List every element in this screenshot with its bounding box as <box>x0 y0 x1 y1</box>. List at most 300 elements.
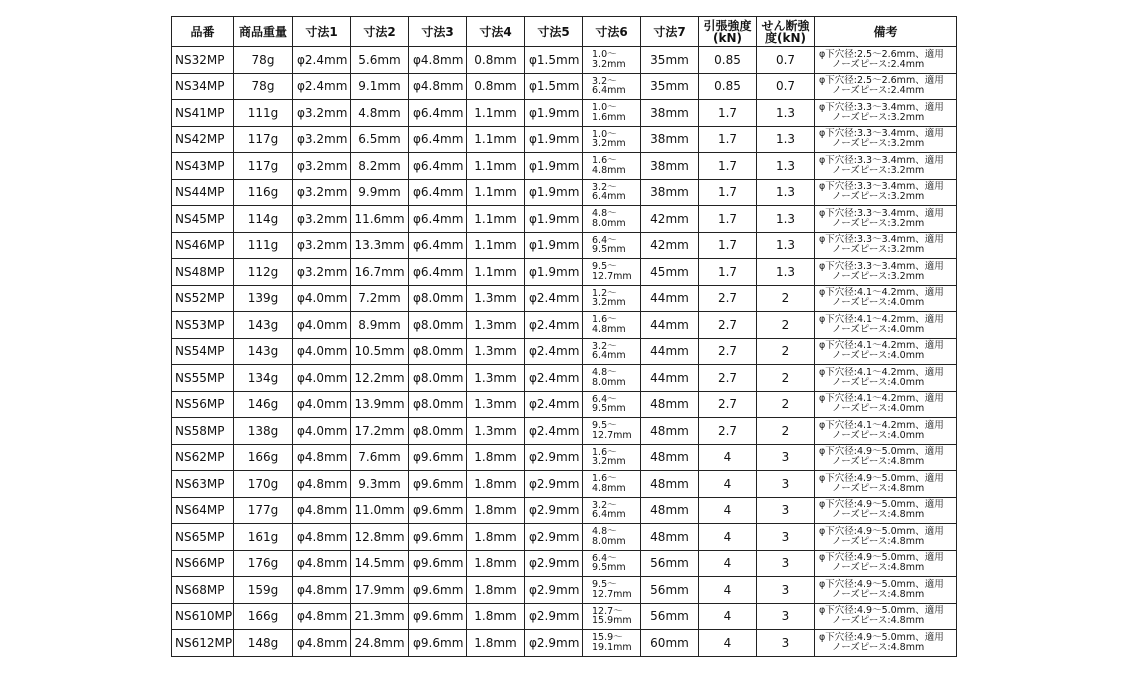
tensile-strength-cell: 4 <box>699 497 757 524</box>
weight-cell: 146g <box>234 391 293 418</box>
remarks-line: ノーズピース:4.0mm <box>832 323 925 335</box>
dimension3-cell: φ6.4mm <box>409 126 467 153</box>
tensile-strength-cell: 1.7 <box>699 179 757 206</box>
dimension6-line: 12.7mm <box>592 270 632 282</box>
dimension2-cell: 10.5mm <box>351 338 409 365</box>
dimension6-line: 15.9～ <box>592 632 623 644</box>
dimension7-cell: 35mm <box>641 47 699 74</box>
tensile-strength-cell: 1.7 <box>699 232 757 259</box>
dimension6-line: 3.2～ <box>592 75 617 87</box>
remarks-line: ノーズピース:4.8mm <box>832 456 925 468</box>
remarks-line: ノーズピース:4.0mm <box>832 376 925 388</box>
header-row <box>172 17 957 47</box>
dimension7-cell: 44mm <box>641 365 699 392</box>
header-cell: せん断強 度(kN) <box>757 17 815 47</box>
dimension6-line: 9.5mm <box>592 562 626 574</box>
dimension1-cell: φ3.2mm <box>293 153 351 180</box>
dimension3-cell: φ9.6mm <box>409 444 467 471</box>
dimension3-cell: φ6.4mm <box>409 206 467 233</box>
remarks-line: φ下穴径:4.1～4.2mm、適用 <box>819 419 944 431</box>
dimension5-cell: φ1.9mm <box>525 153 583 180</box>
dimension6-line: 8.0mm <box>592 535 626 547</box>
dimension4-cell: 1.1mm <box>467 232 525 259</box>
dimension3-cell: φ8.0mm <box>409 285 467 312</box>
remarks-line: φ下穴径:4.1～4.2mm、適用 <box>819 340 944 352</box>
dimension3-cell: φ6.4mm <box>409 153 467 180</box>
remarks-line: ノーズピース:4.0mm <box>832 297 925 309</box>
dimension3-cell: φ6.4mm <box>409 259 467 286</box>
remarks-cell <box>815 444 957 471</box>
remarks-line: φ下穴径:4.9～5.0mm、適用 <box>819 552 944 564</box>
dimension2-cell: 5.6mm <box>351 47 409 74</box>
dimension5-cell: φ1.9mm <box>525 126 583 153</box>
remarks-line: ノーズピース:4.0mm <box>832 403 925 415</box>
dimension6-cell <box>583 179 641 206</box>
dimension2-cell: 17.2mm <box>351 418 409 445</box>
dimension1-cell: φ3.2mm <box>293 232 351 259</box>
remarks-cell <box>815 312 957 339</box>
dimension6-line: 4.8mm <box>592 482 626 494</box>
dimension6-line: 8.0mm <box>592 217 626 229</box>
dimension1-cell: φ4.8mm <box>293 524 351 551</box>
tensile-strength-cell: 2.7 <box>699 418 757 445</box>
product-code-cell: NS65MP <box>172 524 234 551</box>
remarks-line: ノーズピース:4.8mm <box>832 535 925 547</box>
remarks-line: ノーズピース:3.2mm <box>832 244 925 256</box>
shear-strength-cell: 1.3 <box>757 153 815 180</box>
product-code-cell: NS54MP <box>172 338 234 365</box>
header-cell: 引張強度 (kN) <box>699 17 757 47</box>
shear-strength-cell: 1.3 <box>757 179 815 206</box>
dimension2-cell: 7.2mm <box>351 285 409 312</box>
dimension6-cell <box>583 524 641 551</box>
dimension6-cell <box>583 391 641 418</box>
remarks-line: ノーズピース:4.8mm <box>832 482 925 494</box>
dimension7-cell: 44mm <box>641 312 699 339</box>
dimension5-cell: φ1.9mm <box>525 259 583 286</box>
dimension6-line: 8.0mm <box>592 376 626 388</box>
table-row <box>172 365 957 392</box>
dimension1-cell: φ3.2mm <box>293 206 351 233</box>
dimension6-line: 1.6～ <box>592 446 617 458</box>
remarks-cell <box>815 391 957 418</box>
dimension6-line: 1.6mm <box>592 111 626 123</box>
tensile-strength-cell: 2.7 <box>699 338 757 365</box>
tensile-strength-cell: 4 <box>699 524 757 551</box>
dimension4-cell: 1.3mm <box>467 391 525 418</box>
remarks-cell <box>815 524 957 551</box>
remarks-cell <box>815 418 957 445</box>
dimension6-line: 1.0～ <box>592 102 617 114</box>
dimension2-cell: 8.9mm <box>351 312 409 339</box>
weight-cell: 78g <box>234 73 293 100</box>
dimension4-cell: 1.1mm <box>467 206 525 233</box>
dimension6-line: 3.2mm <box>592 138 626 150</box>
remarks-line: φ下穴径:4.1～4.2mm、適用 <box>819 393 944 405</box>
weight-cell: 148g <box>234 630 293 657</box>
dimension5-cell: φ1.9mm <box>525 206 583 233</box>
dimension4-cell: 1.3mm <box>467 365 525 392</box>
table-row <box>172 577 957 604</box>
dimension1-cell: φ3.2mm <box>293 179 351 206</box>
dimension6-line: 6.4～ <box>592 393 617 405</box>
dimension6-cell <box>583 444 641 471</box>
shear-strength-cell: 3 <box>757 603 815 630</box>
dimension1-cell: φ4.8mm <box>293 471 351 498</box>
dimension3-cell: φ4.8mm <box>409 47 467 74</box>
tensile-strength-cell: 0.85 <box>699 73 757 100</box>
remarks-cell <box>815 577 957 604</box>
remarks-line: φ下穴径:3.3～3.4mm、適用 <box>819 154 944 166</box>
dimension6-cell <box>583 259 641 286</box>
product-code-cell: NS68MP <box>172 577 234 604</box>
product-code-cell: NS58MP <box>172 418 234 445</box>
table-body <box>172 47 957 657</box>
dimension1-cell: φ4.8mm <box>293 603 351 630</box>
dimension6-cell <box>583 285 641 312</box>
remarks-line: ノーズピース:2.4mm <box>832 58 925 70</box>
table-row <box>172 179 957 206</box>
remarks-line: φ下穴径:4.1～4.2mm、適用 <box>819 313 944 325</box>
dimension6-line: 3.2mm <box>592 297 626 309</box>
dimension6-cell <box>583 630 641 657</box>
dimension4-cell: 1.8mm <box>467 603 525 630</box>
dimension6-cell <box>583 206 641 233</box>
remarks-line: φ下穴径:4.9～5.0mm、適用 <box>819 578 944 590</box>
remarks-line: ノーズピース:2.4mm <box>832 85 925 97</box>
remarks-line: φ下穴径:3.3～3.4mm、適用 <box>819 207 944 219</box>
header-cell: 寸法6 <box>583 17 641 47</box>
dimension4-cell: 1.8mm <box>467 550 525 577</box>
table-row <box>172 47 957 74</box>
dimension6-line: 15.9mm <box>592 615 632 627</box>
table-row <box>172 444 957 471</box>
shear-strength-cell: 2 <box>757 365 815 392</box>
dimension6-cell <box>583 100 641 127</box>
product-code-cell: NS610MP <box>172 603 234 630</box>
dimension2-cell: 11.6mm <box>351 206 409 233</box>
dimension5-cell: φ2.4mm <box>525 285 583 312</box>
shear-strength-cell: 3 <box>757 577 815 604</box>
dimension1-cell: φ4.0mm <box>293 418 351 445</box>
shear-strength-cell: 3 <box>757 471 815 498</box>
dimension6-line: 3.2～ <box>592 499 617 511</box>
remarks-cell <box>815 365 957 392</box>
remarks-line: ノーズピース:4.8mm <box>832 562 925 574</box>
dimension6-line: 9.5～ <box>592 261 617 273</box>
dimension7-cell: 44mm <box>641 285 699 312</box>
dimension2-cell: 24.8mm <box>351 630 409 657</box>
remarks-line: φ下穴径:4.9～5.0mm、適用 <box>819 499 944 511</box>
tensile-strength-cell: 4 <box>699 471 757 498</box>
remarks-line: ノーズピース:3.2mm <box>832 191 925 203</box>
product-code-cell: NS62MP <box>172 444 234 471</box>
product-code-cell: NS46MP <box>172 232 234 259</box>
product-code-cell: NS64MP <box>172 497 234 524</box>
product-code-cell: NS63MP <box>172 471 234 498</box>
dimension7-cell: 48mm <box>641 524 699 551</box>
dimension7-cell: 35mm <box>641 73 699 100</box>
dimension4-cell: 1.8mm <box>467 444 525 471</box>
table-row <box>172 550 957 577</box>
dimension6-line: 4.8～ <box>592 367 617 379</box>
dimension6-cell <box>583 497 641 524</box>
dimension2-cell: 8.2mm <box>351 153 409 180</box>
dimension4-cell: 1.3mm <box>467 285 525 312</box>
shear-strength-cell: 3 <box>757 630 815 657</box>
table-row <box>172 126 957 153</box>
table-row <box>172 471 957 498</box>
dimension6-line: 3.2mm <box>592 58 626 70</box>
dimension2-cell: 13.3mm <box>351 232 409 259</box>
table-row <box>172 153 957 180</box>
dimension3-cell: φ9.6mm <box>409 524 467 551</box>
tensile-strength-cell: 1.7 <box>699 100 757 127</box>
dimension1-cell: φ4.0mm <box>293 312 351 339</box>
shear-strength-cell: 3 <box>757 444 815 471</box>
dimension4-cell: 1.1mm <box>467 259 525 286</box>
dimension6-line: 1.6～ <box>592 314 617 326</box>
dimension3-cell: φ6.4mm <box>409 232 467 259</box>
dimension1-cell: φ3.2mm <box>293 126 351 153</box>
dimension7-cell: 48mm <box>641 418 699 445</box>
tensile-strength-cell: 1.7 <box>699 259 757 286</box>
weight-cell: 117g <box>234 153 293 180</box>
dimension5-cell: φ2.4mm <box>525 418 583 445</box>
dimension5-cell: φ1.5mm <box>525 73 583 100</box>
dimension5-cell: φ2.9mm <box>525 577 583 604</box>
product-code-cell: NS612MP <box>172 630 234 657</box>
dimension7-cell: 56mm <box>641 550 699 577</box>
header-cell: 寸法4 <box>467 17 525 47</box>
dimension6-line: 6.4mm <box>592 350 626 362</box>
dimension3-cell: φ8.0mm <box>409 312 467 339</box>
header-cell: 寸法1 <box>293 17 351 47</box>
dimension7-cell: 56mm <box>641 603 699 630</box>
remarks-line: φ下穴径:3.3～3.4mm、適用 <box>819 128 944 140</box>
dimension6-cell <box>583 365 641 392</box>
dimension6-cell <box>583 418 641 445</box>
dimension1-cell: φ2.4mm <box>293 47 351 74</box>
dimension7-cell: 48mm <box>641 497 699 524</box>
dimension7-cell: 44mm <box>641 338 699 365</box>
tensile-strength-cell: 2.7 <box>699 312 757 339</box>
header-cell: 寸法5 <box>525 17 583 47</box>
tensile-strength-cell: 2.7 <box>699 365 757 392</box>
remarks-cell <box>815 338 957 365</box>
dimension7-cell: 45mm <box>641 259 699 286</box>
shear-strength-cell: 1.3 <box>757 259 815 286</box>
header-cell: 寸法2 <box>351 17 409 47</box>
dimension2-cell: 7.6mm <box>351 444 409 471</box>
remarks-cell <box>815 471 957 498</box>
dimension3-cell: φ8.0mm <box>409 365 467 392</box>
weight-cell: 166g <box>234 444 293 471</box>
dimension4-cell: 0.8mm <box>467 47 525 74</box>
weight-cell: 114g <box>234 206 293 233</box>
dimension4-cell: 1.3mm <box>467 338 525 365</box>
dimension4-cell: 1.8mm <box>467 577 525 604</box>
remarks-cell <box>815 100 957 127</box>
remarks-cell <box>815 153 957 180</box>
dimension7-cell: 38mm <box>641 100 699 127</box>
table-row <box>172 418 957 445</box>
remarks-line: φ下穴径:4.9～5.0mm、適用 <box>819 525 944 537</box>
dimension6-line: 1.0～ <box>592 49 617 61</box>
dimension4-cell: 1.8mm <box>467 524 525 551</box>
weight-cell: 177g <box>234 497 293 524</box>
weight-cell: 111g <box>234 232 293 259</box>
dimension6-line: 4.8～ <box>592 526 617 538</box>
dimension1-cell: φ4.8mm <box>293 550 351 577</box>
dimension4-cell: 0.8mm <box>467 73 525 100</box>
remarks-line: φ下穴径:4.9～5.0mm、適用 <box>819 605 944 617</box>
dimension6-line: 6.4mm <box>592 509 626 521</box>
dimension4-cell: 1.1mm <box>467 100 525 127</box>
dimension3-cell: φ9.6mm <box>409 550 467 577</box>
dimension2-cell: 11.0mm <box>351 497 409 524</box>
remarks-cell <box>815 179 957 206</box>
tensile-strength-cell: 4 <box>699 550 757 577</box>
table-row <box>172 391 957 418</box>
dimension6-line: 1.6～ <box>592 155 617 167</box>
spec-table <box>171 16 957 657</box>
shear-strength-cell: 3 <box>757 497 815 524</box>
dimension1-cell: φ4.0mm <box>293 365 351 392</box>
remarks-line: φ下穴径:2.5～2.6mm、適用 <box>819 48 944 60</box>
dimension6-line: 9.5～ <box>592 579 617 591</box>
table-row <box>172 630 957 657</box>
dimension3-cell: φ8.0mm <box>409 418 467 445</box>
dimension6-cell <box>583 73 641 100</box>
dimension7-cell: 60mm <box>641 630 699 657</box>
dimension1-cell: φ4.8mm <box>293 630 351 657</box>
dimension1-cell: φ4.8mm <box>293 444 351 471</box>
shear-strength-cell: 2 <box>757 285 815 312</box>
remarks-cell <box>815 550 957 577</box>
dimension6-line: 4.8mm <box>592 323 626 335</box>
product-code-cell: NS56MP <box>172 391 234 418</box>
dimension6-line: 12.7～ <box>592 605 623 617</box>
dimension6-line: 4.8～ <box>592 208 617 220</box>
dimension2-cell: 13.9mm <box>351 391 409 418</box>
dimension6-line: 6.4mm <box>592 85 626 97</box>
table-row <box>172 285 957 312</box>
header-cell: 商品重量 <box>234 17 293 47</box>
header-cell: 備考 <box>815 17 957 47</box>
dimension2-cell: 9.3mm <box>351 471 409 498</box>
product-code-cell: NS34MP <box>172 73 234 100</box>
dimension6-line: 1.0～ <box>592 128 617 140</box>
remarks-line: ノーズピース:4.0mm <box>832 350 925 362</box>
product-code-cell: NS66MP <box>172 550 234 577</box>
dimension1-cell: φ4.0mm <box>293 285 351 312</box>
dimension1-cell: φ4.8mm <box>293 497 351 524</box>
dimension4-cell: 1.1mm <box>467 179 525 206</box>
dimension1-cell: φ3.2mm <box>293 100 351 127</box>
dimension4-cell: 1.1mm <box>467 126 525 153</box>
header-cell: 寸法3 <box>409 17 467 47</box>
dimension6-cell <box>583 153 641 180</box>
shear-strength-cell: 3 <box>757 524 815 551</box>
product-code-cell: NS43MP <box>172 153 234 180</box>
dimension6-line: 6.4～ <box>592 234 617 246</box>
product-code-cell: NS42MP <box>172 126 234 153</box>
remarks-line: φ下穴径:3.3～3.4mm、適用 <box>819 101 944 113</box>
header-cell: 寸法7 <box>641 17 699 47</box>
dimension6-line: 19.1mm <box>592 641 632 653</box>
remarks-line: ノーズピース:3.2mm <box>832 217 925 229</box>
dimension5-cell: φ2.4mm <box>525 365 583 392</box>
shear-strength-cell: 2 <box>757 312 815 339</box>
dimension2-cell: 12.8mm <box>351 524 409 551</box>
dimension7-cell: 42mm <box>641 232 699 259</box>
shear-strength-cell: 1.3 <box>757 206 815 233</box>
dimension5-cell: φ2.4mm <box>525 391 583 418</box>
dimension6-cell <box>583 338 641 365</box>
dimension1-cell: φ2.4mm <box>293 73 351 100</box>
dimension7-cell: 38mm <box>641 153 699 180</box>
dimension3-cell: φ9.6mm <box>409 471 467 498</box>
weight-cell: 143g <box>234 312 293 339</box>
dimension2-cell: 21.3mm <box>351 603 409 630</box>
dimension3-cell: φ8.0mm <box>409 391 467 418</box>
weight-cell: 117g <box>234 126 293 153</box>
dimension2-cell: 16.7mm <box>351 259 409 286</box>
dimension3-cell: φ9.6mm <box>409 497 467 524</box>
shear-strength-cell: 1.3 <box>757 232 815 259</box>
dimension3-cell: φ9.6mm <box>409 603 467 630</box>
dimension3-cell: φ6.4mm <box>409 179 467 206</box>
header-cell: 品番 <box>172 17 234 47</box>
remarks-line: ノーズピース:4.8mm <box>832 641 925 653</box>
dimension6-line: 6.4～ <box>592 552 617 564</box>
dimension3-cell: φ4.8mm <box>409 73 467 100</box>
remarks-cell <box>815 285 957 312</box>
dimension4-cell: 1.3mm <box>467 312 525 339</box>
product-code-cell: NS48MP <box>172 259 234 286</box>
table-row <box>172 100 957 127</box>
weight-cell: 139g <box>234 285 293 312</box>
dimension5-cell: φ2.9mm <box>525 603 583 630</box>
dimension4-cell: 1.8mm <box>467 497 525 524</box>
remarks-line: φ下穴径:2.5～2.6mm、適用 <box>819 75 944 87</box>
remarks-line: ノーズピース:3.2mm <box>832 111 925 123</box>
dimension7-cell: 38mm <box>641 179 699 206</box>
remarks-line: φ下穴径:4.1～4.2mm、適用 <box>819 366 944 378</box>
dimension4-cell: 1.3mm <box>467 418 525 445</box>
remarks-cell <box>815 497 957 524</box>
weight-cell: 111g <box>234 100 293 127</box>
shear-strength-cell: 2 <box>757 338 815 365</box>
product-code-cell: NS44MP <box>172 179 234 206</box>
table-row <box>172 259 957 286</box>
dimension7-cell: 38mm <box>641 126 699 153</box>
remarks-cell <box>815 232 957 259</box>
dimension4-cell: 1.8mm <box>467 630 525 657</box>
shear-strength-cell: 1.3 <box>757 126 815 153</box>
table-row <box>172 524 957 551</box>
dimension6-cell <box>583 603 641 630</box>
dimension6-line: 1.6～ <box>592 473 617 485</box>
dimension6-line: 9.5～ <box>592 420 617 432</box>
table-row <box>172 73 957 100</box>
dimension5-cell: φ2.4mm <box>525 338 583 365</box>
dimension5-cell: φ1.5mm <box>525 47 583 74</box>
dimension7-cell: 48mm <box>641 471 699 498</box>
tensile-strength-cell: 1.7 <box>699 126 757 153</box>
remarks-line: φ下穴径:4.9～5.0mm、適用 <box>819 631 944 643</box>
